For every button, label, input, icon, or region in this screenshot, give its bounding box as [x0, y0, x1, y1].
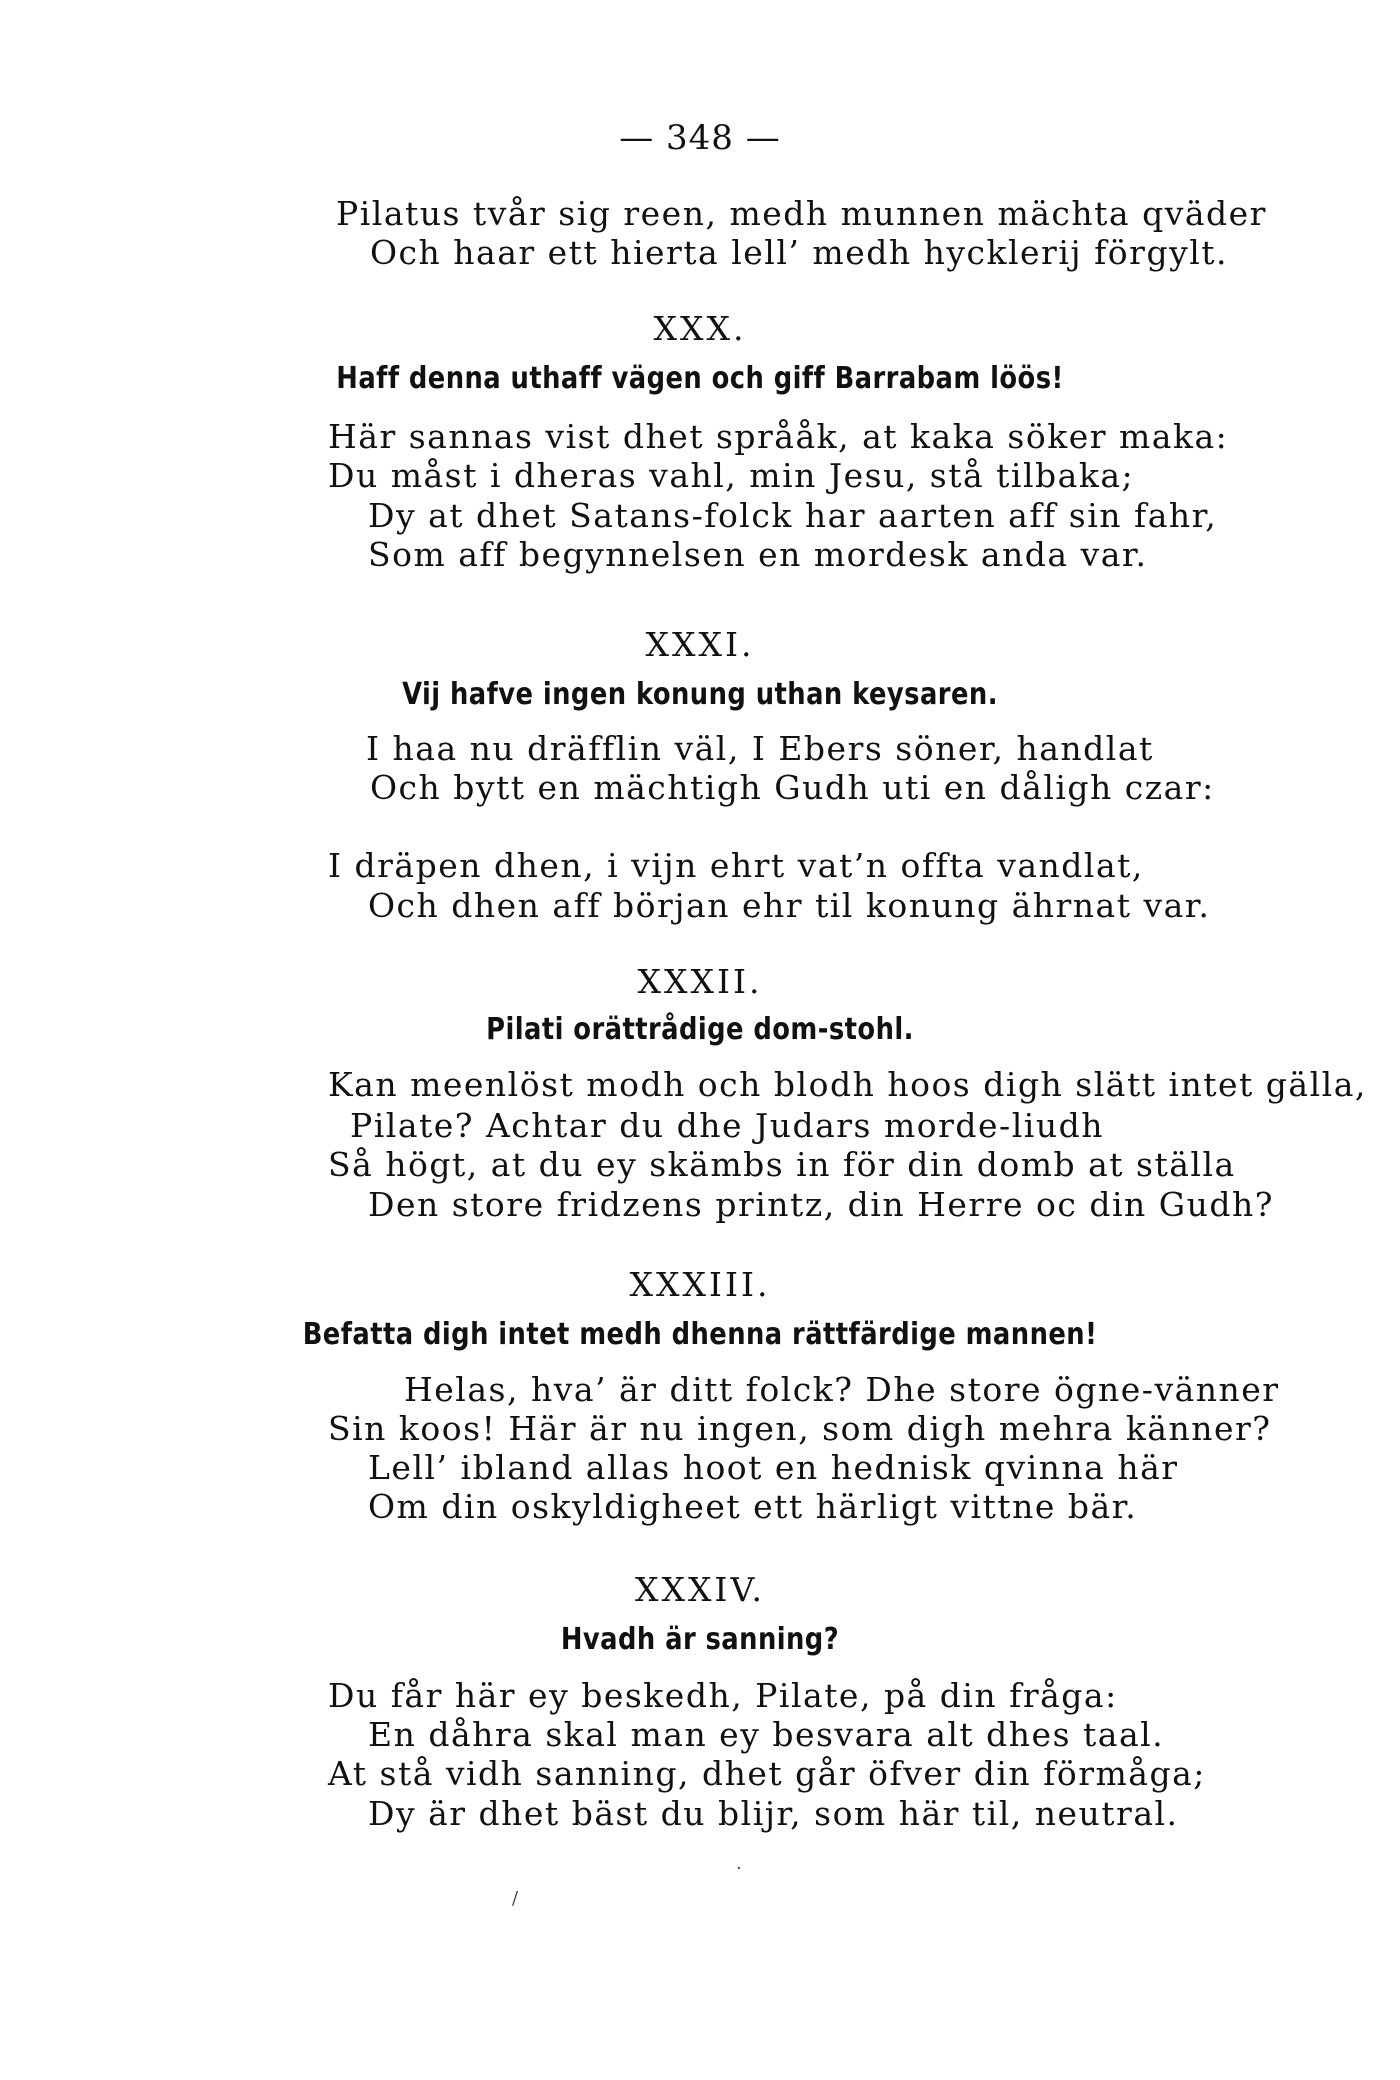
- section-numeral-xxxiii: XXXIII.: [629, 1265, 771, 1304]
- section-heading-xxxiv: Hvadh är sanning?: [560, 1622, 840, 1657]
- section-numeral-xxxi: XXXI.: [645, 625, 755, 664]
- print-speck: ·: [736, 1858, 742, 1879]
- verse-line: Om din oskyldigheet ett härligt vittne bär.: [368, 1487, 1138, 1526]
- verse-line: Du får här ey beskedh, Pilate, på din fråga:: [328, 1676, 1118, 1715]
- verse-line: Dy at dhet Satans-folck har aarten aff sin fahr,: [368, 496, 1218, 535]
- verse-line: I haa nu dräfflin väl, I Ebers söner, handlat: [366, 729, 1154, 768]
- section-numeral-xxx: XXX.: [653, 309, 747, 348]
- verse-line: Som aff begynnelsen en mordesk anda var.: [368, 535, 1148, 574]
- print-speck: /: [512, 1888, 519, 1909]
- page-number: — 348 —: [619, 118, 781, 158]
- section-heading-xxxii: Pilati orättrådige dom-stohl.: [486, 1012, 914, 1047]
- verse-line: Och dhen aff början ehr til konung ährnat var.: [368, 886, 1211, 925]
- section-numeral-xxxiv: XXXIV.: [634, 1570, 766, 1609]
- section-heading-xxxi: Vij hafve ingen konung uthan keysaren.: [402, 677, 998, 712]
- verse-line: Och bytt en mächtigh Gudh uti en dåligh czar:: [370, 768, 1215, 807]
- verse-line: Du måst i dheras vahl, min Jesu, stå tilbaka;: [328, 456, 1135, 495]
- verse-line: Den store fridzens printz, din Herre oc din Gudh?: [368, 1185, 1274, 1224]
- verse-line: En dåhra skal man ey besvara alt dhes taal.: [368, 1715, 1165, 1754]
- intro-line-2: Och haar ett hierta lell’ medh hycklerij förgylt.: [370, 233, 1229, 272]
- verse-line: Här sannas vist dhet språåk, at kaka söker maka:: [328, 417, 1229, 456]
- verse-line: Pilate? Achtar du dhe Judars morde-liudh: [350, 1106, 1104, 1145]
- verse-line: Sin koos! Här är nu ingen, som digh mehra känner?: [328, 1409, 1272, 1448]
- verse-line: Lell’ ibland allas hoot en hednisk qvinna här: [368, 1448, 1179, 1487]
- verse-line: Så högt, at du ey skämbs in för din domb at ställa: [328, 1145, 1236, 1184]
- verse-line: Helas, hva’ är ditt folck? Dhe store ögne-vänner: [404, 1370, 1280, 1409]
- section-numeral-xxxii: XXXII.: [637, 962, 763, 1001]
- verse-line: At stå vidh sanning, dhet går öfver din förmåga;: [328, 1754, 1206, 1793]
- verse-line: Dy är dhet bäst du blijr, som här til, neutral.: [368, 1794, 1179, 1833]
- intro-line-1: Pilatus tvår sig reen, medh munnen mächta qväder: [336, 194, 1267, 233]
- section-heading-xxxiii: Befatta digh intet medh dhenna rättfärdige mannen!: [302, 1317, 1098, 1352]
- verse-line: I dräpen dhen, i vijn ehrt vat’n offta vandlat,: [328, 846, 1144, 885]
- section-heading-xxx: Haff denna uthaff vägen och giff Barrabam löös!: [336, 361, 1064, 396]
- verse-line: Kan meenlöst modh och blodh hoos digh slätt intet gälla,: [328, 1065, 1367, 1104]
